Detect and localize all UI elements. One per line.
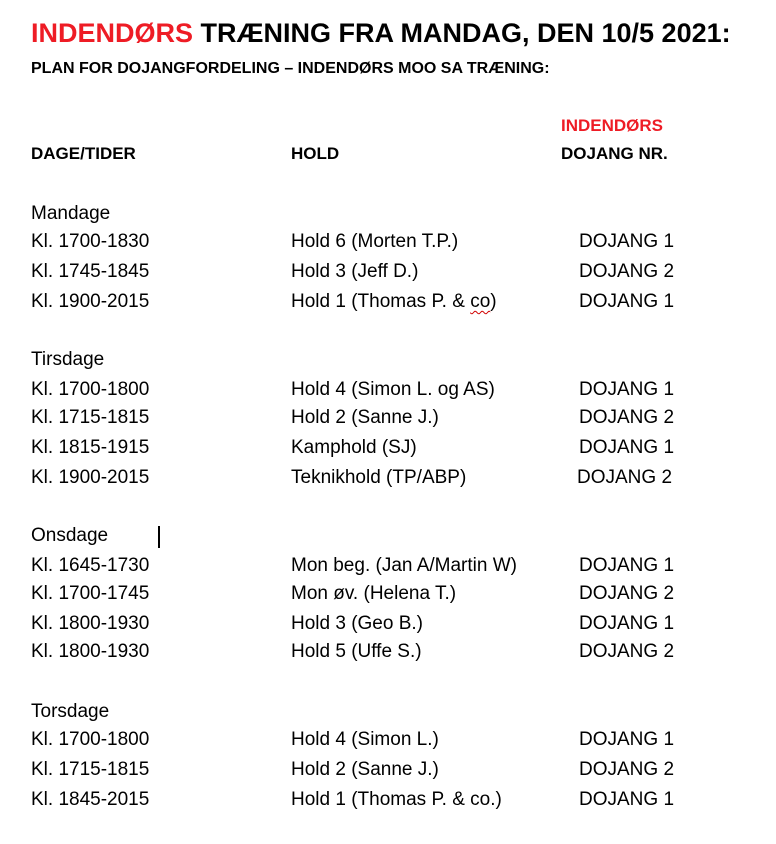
hold-cell: Hold 3 (Geo B.) xyxy=(291,613,423,634)
time-cell: Kl. 1700-1745 xyxy=(31,583,150,604)
dojang-cell: DOJANG 1 xyxy=(579,729,675,750)
column-header-dojang-nr: DOJANG NR. xyxy=(561,144,668,163)
column-header-dage-tider: DAGE/TIDER xyxy=(31,144,136,163)
text-cursor xyxy=(158,526,160,548)
time-cell: Kl. 1800-1930 xyxy=(31,613,150,634)
dojang-cell: DOJANG 2 xyxy=(579,407,675,428)
day-heading: Tirsdage xyxy=(31,349,105,370)
time-cell: Kl. 1715-1815 xyxy=(31,407,150,428)
dojang-cell: DOJANG 2 xyxy=(579,759,675,780)
time-cell: Kl. 1800-1930 xyxy=(31,641,150,662)
hold-cell: Hold 1 (Thomas P. & co.) xyxy=(291,789,502,810)
dojang-cell: DOJANG 1 xyxy=(579,291,675,312)
time-cell: Kl. 1645-1730 xyxy=(31,555,150,576)
time-cell: Kl. 1900-2015 xyxy=(31,291,150,312)
column-header-indendors: INDENDØRS xyxy=(561,116,664,135)
hold-cell: Hold 2 (Sanne J.) xyxy=(291,759,439,780)
hold-cell: Hold 4 (Simon L.) xyxy=(291,729,439,750)
hold-cell: Hold 6 (Morten T.P.) xyxy=(291,231,459,252)
dojang-cell: DOJANG 1 xyxy=(579,613,675,634)
day-heading: Onsdage xyxy=(31,525,109,546)
page-title xyxy=(31,16,731,50)
time-cell: Kl. 1715-1815 xyxy=(31,759,150,780)
time-cell: Kl. 1815-1915 xyxy=(31,437,150,458)
time-cell: Kl. 1745-1845 xyxy=(31,261,150,282)
hold-cell: Hold 5 (Uffe S.) xyxy=(291,641,422,662)
title-highlight: INDENDØRS xyxy=(31,18,194,48)
day-heading: Torsdage xyxy=(31,701,110,722)
dojang-cell: DOJANG 1 xyxy=(579,231,675,252)
dojang-cell: DOJANG 1 xyxy=(579,555,675,576)
hold-cell: Teknikhold (TP/ABP) xyxy=(291,467,467,488)
hold-text-end: ) xyxy=(490,291,497,312)
hold-cell: Mon beg. (Jan A/Martin W) xyxy=(291,555,517,576)
dojang-cell: DOJANG 2 xyxy=(579,261,675,282)
dojang-cell: DOJANG 1 xyxy=(579,789,675,810)
column-header-hold: HOLD xyxy=(291,144,340,163)
hold-cell: Mon øv. (Helena T.) xyxy=(291,583,457,604)
time-cell: Kl. 1700-1830 xyxy=(31,231,150,252)
page-subtitle: PLAN FOR DOJANGFORDELING – INDENDØRS MOO SA TRÆNING: xyxy=(31,60,550,77)
dojang-cell: DOJANG 2 xyxy=(579,641,675,662)
day-heading: Mandage xyxy=(31,203,111,224)
spellcheck-flagged-word: co xyxy=(470,291,491,312)
time-cell: Kl. 1845-2015 xyxy=(31,789,150,810)
hold-cell: Kamphold (SJ) xyxy=(291,437,417,458)
hold-cell: Hold 4 (Simon L. og AS) xyxy=(291,379,495,400)
time-cell: Kl. 1700-1800 xyxy=(31,379,150,400)
dojang-cell: DOJANG 1 xyxy=(579,437,675,458)
hold-cell: Hold 3 (Jeff D.) xyxy=(291,261,419,282)
time-cell: Kl. 1700-1800 xyxy=(31,729,150,750)
hold-cell xyxy=(291,290,497,314)
title-text: TRÆNING FRA MANDAG, DEN 10/5 2021: xyxy=(193,18,731,48)
dojang-cell: DOJANG 2 xyxy=(577,467,673,488)
dojang-cell: DOJANG 2 xyxy=(579,583,675,604)
dojang-cell: DOJANG 1 xyxy=(579,379,675,400)
hold-text: Hold 1 (Thomas P. & xyxy=(291,291,471,312)
time-cell: Kl. 1900-2015 xyxy=(31,467,150,488)
hold-cell: Hold 2 (Sanne J.) xyxy=(291,407,439,428)
